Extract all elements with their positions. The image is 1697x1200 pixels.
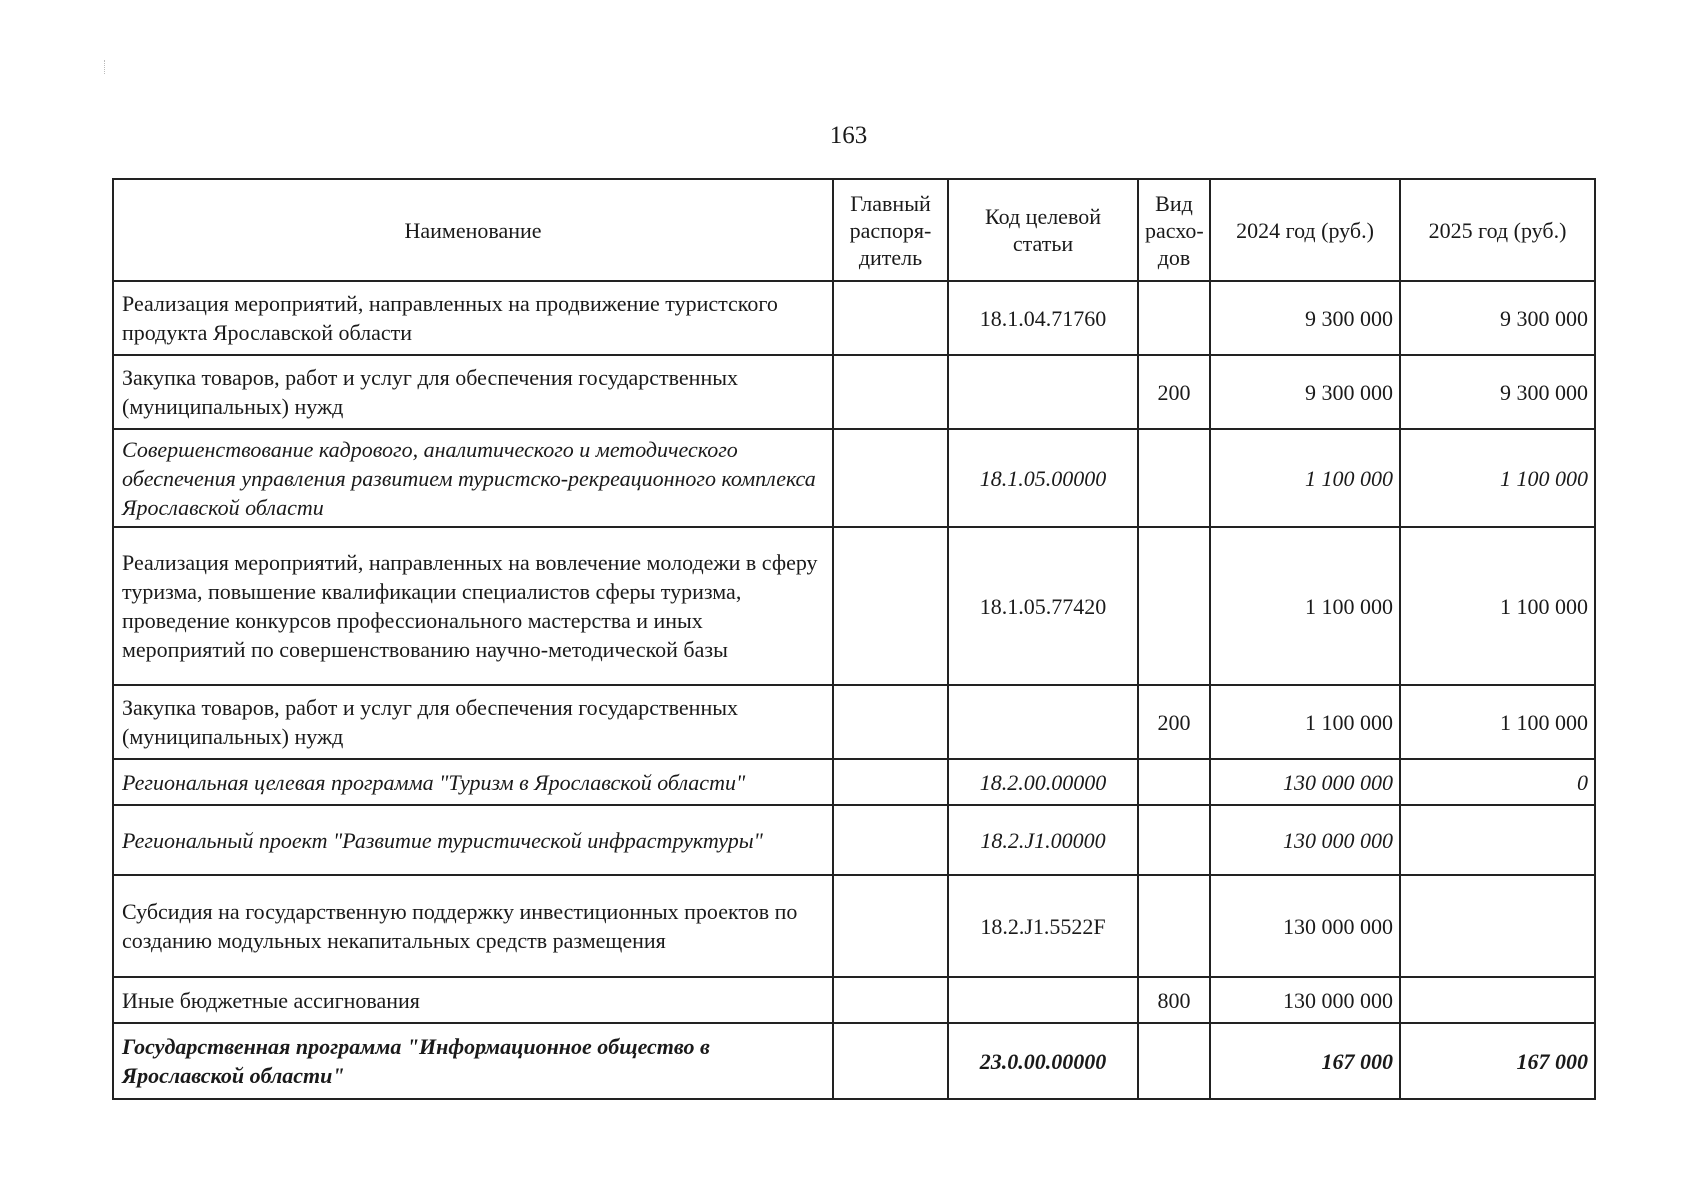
table-row xyxy=(113,527,1595,685)
cell-code: 18.2.00.00000 xyxy=(948,759,1138,805)
table-row xyxy=(113,355,1595,429)
cell-2025: 9 300 000 xyxy=(1400,281,1595,355)
cell-expense-type xyxy=(1138,759,1210,805)
table-header-row xyxy=(113,179,1595,281)
cell-manager xyxy=(833,977,948,1023)
header-2025: 2025 год (руб.) xyxy=(1400,179,1595,281)
cell-name: Закупка товаров, работ и услуг для обеспечения государственных (муниципальных) нужд xyxy=(113,685,833,759)
cell-expense-type xyxy=(1138,805,1210,875)
cell-2024: 130 000 000 xyxy=(1210,977,1400,1023)
cell-code: 18.2.J1.00000 xyxy=(948,805,1138,875)
budget-table xyxy=(112,178,1596,1100)
cell-expense-type xyxy=(1138,1023,1210,1099)
cell-manager xyxy=(833,429,948,527)
cell-2025: 1 100 000 xyxy=(1400,685,1595,759)
page-number: 163 xyxy=(829,122,868,149)
cell-2025: 0 xyxy=(1400,759,1595,805)
table-body xyxy=(113,281,1595,1099)
header-code: Код целевой статьи xyxy=(948,179,1138,281)
cell-2024: 167 000 xyxy=(1210,1023,1400,1099)
cell-expense-type xyxy=(1138,429,1210,527)
cell-name: Закупка товаров, работ и услуг для обеспечения государственных (муниципальных) нужд xyxy=(113,355,833,429)
header-name: Наименование xyxy=(113,179,833,281)
cell-manager xyxy=(833,1023,948,1099)
cell-2025: 167 000 xyxy=(1400,1023,1595,1099)
cell-2024: 1 100 000 xyxy=(1210,685,1400,759)
cell-name: Реализация мероприятий, направленных на продвижение туристского продукта Ярославской области xyxy=(113,281,833,355)
header-expense-type: Вид расхо- дов xyxy=(1138,179,1210,281)
cell-expense-type xyxy=(1138,527,1210,685)
cell-2024: 9 300 000 xyxy=(1210,355,1400,429)
cell-name: Государственная программа "Информационное общество в Ярославской области" xyxy=(113,1023,833,1099)
cell-2025 xyxy=(1400,875,1595,977)
cell-expense-type xyxy=(1138,281,1210,355)
cell-2025: 1 100 000 xyxy=(1400,527,1595,685)
cell-manager xyxy=(833,875,948,977)
cell-expense-type: 200 xyxy=(1138,355,1210,429)
cell-name: Региональный проект "Развитие туристической инфраструктуры" xyxy=(113,805,833,875)
cell-manager xyxy=(833,685,948,759)
table-row xyxy=(113,977,1595,1023)
table-row xyxy=(113,281,1595,355)
cell-expense-type xyxy=(1138,875,1210,977)
table-row xyxy=(113,429,1595,527)
cell-name: Региональная целевая программа "Туризм в Ярославской области" xyxy=(113,759,833,805)
header-2024: 2024 год (руб.) xyxy=(1210,179,1400,281)
cell-code xyxy=(948,977,1138,1023)
cell-2024: 1 100 000 xyxy=(1210,527,1400,685)
cell-code: 18.2.J1.5522F xyxy=(948,875,1138,977)
cell-2024: 1 100 000 xyxy=(1210,429,1400,527)
cell-code: 18.1.05.00000 xyxy=(948,429,1138,527)
cell-2025 xyxy=(1400,977,1595,1023)
cell-manager xyxy=(833,805,948,875)
table-row xyxy=(113,875,1595,977)
table-row xyxy=(113,805,1595,875)
cell-2025: 9 300 000 xyxy=(1400,355,1595,429)
table-row xyxy=(113,685,1595,759)
cell-code: 23.0.00.00000 xyxy=(948,1023,1138,1099)
cell-manager xyxy=(833,759,948,805)
cell-expense-type: 200 xyxy=(1138,685,1210,759)
cell-2025 xyxy=(1400,805,1595,875)
cell-name: Иные бюджетные ассигнования xyxy=(113,977,833,1023)
cell-2024: 130 000 000 xyxy=(1210,875,1400,977)
cell-expense-type: 800 xyxy=(1138,977,1210,1023)
cell-code: 18.1.05.77420 xyxy=(948,527,1138,685)
cell-name: Реализация мероприятий, направленных на вовлечение молодежи в сферу туризма, повышение квалификации специалистов сферы туризма, проведение конкурсов профессионального мастерства и иных мероприятий по совершенствованию научно-методической базы xyxy=(113,527,833,685)
cell-2025: 1 100 000 xyxy=(1400,429,1595,527)
cell-manager xyxy=(833,527,948,685)
header-manager: Главный распоря- дитель xyxy=(833,179,948,281)
cell-manager xyxy=(833,355,948,429)
cell-code xyxy=(948,685,1138,759)
cell-2024: 9 300 000 xyxy=(1210,281,1400,355)
table-row xyxy=(113,759,1595,805)
table-row xyxy=(113,1023,1595,1099)
cell-manager xyxy=(833,281,948,355)
cell-name: Субсидия на государственную поддержку инвестиционных проектов по созданию модульных некапитальных средств размещения xyxy=(113,875,833,977)
scan-mark xyxy=(104,60,106,74)
cell-2024: 130 000 000 xyxy=(1210,805,1400,875)
cell-name: Совершенствование кадрового, аналитического и методического обеспечения управления развитием туристско-рекреационного комплекса Ярославской области xyxy=(113,429,833,527)
cell-code xyxy=(948,355,1138,429)
cell-2024: 130 000 000 xyxy=(1210,759,1400,805)
cell-code: 18.1.04.71760 xyxy=(948,281,1138,355)
